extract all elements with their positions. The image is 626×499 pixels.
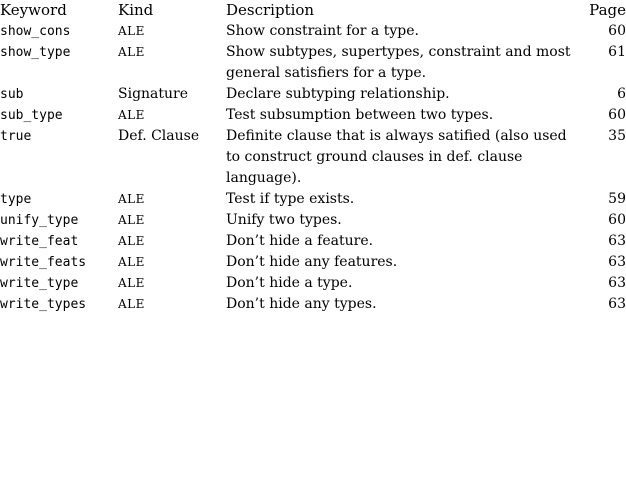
page-cell: 60 — [608, 107, 626, 123]
kind-cell: Def. Clause — [118, 128, 200, 144]
table-row — [0, 21, 626, 42]
header-page: Page — [589, 1, 626, 19]
description-cell: Don’t hide a feature. — [226, 233, 374, 249]
header-row — [0, 0, 626, 21]
page-cell: 60 — [608, 212, 626, 228]
kind-cell: ALE — [118, 255, 145, 269]
description-cell: Show subtypes, supertypes, constraint and most general satisfiers for a type. — [226, 44, 571, 81]
keyword-cell: show_type — [0, 45, 71, 60]
keyword-cell: type — [0, 192, 32, 207]
table-row — [0, 42, 626, 84]
page-cell: 63 — [608, 254, 626, 270]
keyword-cell: unify_type — [0, 213, 79, 228]
keyword-cell: write_feat — [0, 234, 79, 249]
description-cell: Don’t hide any types. — [226, 296, 377, 312]
kind-cell: ALE — [118, 276, 145, 290]
page-cell: 60 — [608, 23, 626, 39]
header-description: Description — [226, 1, 315, 19]
page-cell: 63 — [608, 296, 626, 312]
description-cell: Unify two types. — [226, 212, 342, 228]
page-cell: 59 — [608, 191, 626, 207]
table-row — [0, 294, 626, 315]
page-cell: 35 — [608, 128, 626, 144]
table-row — [0, 126, 626, 189]
keyword-cell: write_type — [0, 276, 79, 291]
description-cell: Declare subtyping relationship. — [226, 86, 450, 102]
kind-cell: Signature — [118, 86, 189, 102]
page-cell: 63 — [608, 233, 626, 249]
description-cell: Don’t hide any features. — [226, 254, 398, 270]
page-cell: 63 — [608, 275, 626, 291]
description-cell: Don’t hide a type. — [226, 275, 353, 291]
keyword-cell: write_types — [0, 297, 87, 312]
table-row — [0, 210, 626, 231]
keyword-cell: write_feats — [0, 255, 87, 270]
description-cell: Test if type exists. — [226, 191, 355, 207]
table-row — [0, 231, 626, 252]
kind-cell: ALE — [118, 24, 145, 38]
table-row — [0, 252, 626, 273]
table-row — [0, 105, 626, 126]
table-header — [0, 0, 626, 21]
keyword-cell: sub_type — [0, 108, 63, 123]
kind-cell: ALE — [118, 192, 145, 206]
kind-cell: ALE — [118, 108, 145, 122]
description-cell: Test subsumption between two types. — [226, 107, 494, 123]
kind-cell: ALE — [118, 297, 145, 311]
kind-cell: ALE — [118, 45, 145, 59]
page-cell: 61 — [608, 44, 626, 60]
table-row — [0, 273, 626, 294]
header-kind: Kind — [118, 1, 154, 19]
header-keyword: Keyword — [0, 1, 67, 19]
kind-cell: ALE — [118, 213, 145, 227]
table-row — [0, 84, 626, 105]
keyword-cell: sub — [0, 87, 24, 102]
description-cell: Definite clause that is always satified (also used to construct ground clauses in def. clause language). — [226, 128, 567, 186]
page-cell: 6 — [617, 86, 626, 102]
kind-cell: ALE — [118, 234, 145, 248]
keyword-cell: true — [0, 129, 32, 144]
keyword-cell: show_cons — [0, 24, 71, 39]
table-body — [0, 21, 626, 315]
description-cell: Show constraint for a type. — [226, 23, 419, 39]
table-row — [0, 189, 626, 210]
